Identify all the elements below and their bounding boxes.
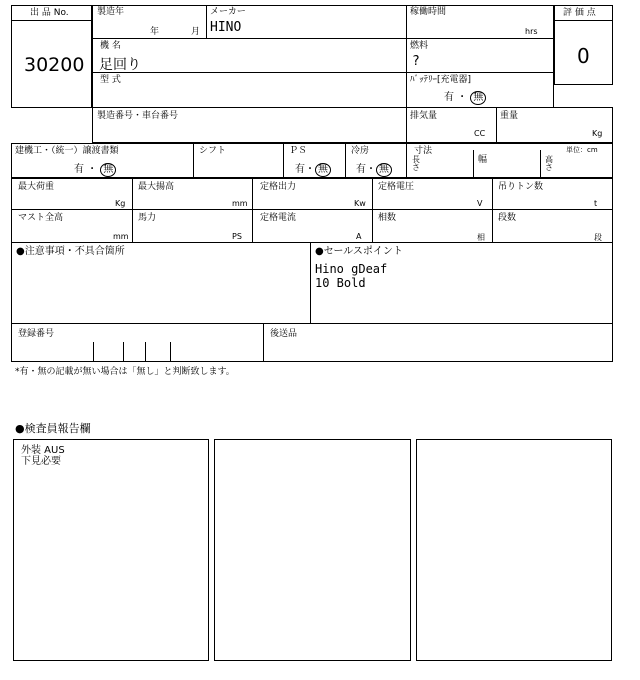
max-load-label: 最大荷重: [18, 182, 55, 192]
ac-no-circled: 無: [376, 163, 392, 177]
battery-choice: 有 ・ 無: [444, 88, 486, 105]
inspector-box-2: [214, 439, 411, 661]
inspector-box-1-text: 外装 AUS 下見必要: [21, 445, 65, 467]
rated-output-unit: Kw: [354, 199, 366, 208]
specs-row-2: [11, 209, 613, 243]
ps-yes: 有: [295, 164, 305, 175]
eval-score: 0: [577, 44, 590, 68]
hp-unit: PS: [232, 232, 242, 241]
ac-label: 冷房: [351, 146, 370, 156]
sales-label: ●セールスポイント: [315, 246, 403, 257]
type-label: 型 式: [100, 75, 121, 85]
ac-yes: 有: [356, 164, 366, 175]
ps-no-circled: 無: [315, 163, 331, 177]
height-label: 高 さ: [545, 155, 553, 172]
dim-unit: 単位：cm: [566, 146, 598, 154]
model-name-value: 足回り: [99, 57, 141, 73]
battery-label: ﾊﾞｯﾃﾘｰ[充電器]: [410, 75, 472, 85]
eval-box: [554, 5, 613, 85]
ps-label: ＰＳ: [289, 146, 308, 156]
inspector-box-1: [13, 439, 209, 661]
maker-value: HINO: [210, 20, 242, 35]
max-lift-unit: mm: [232, 199, 248, 208]
mast-unit: mm: [113, 232, 129, 241]
rated-current-unit: A: [356, 232, 362, 241]
lot-no-box: [11, 5, 92, 108]
steps-label: 段数: [498, 213, 517, 223]
cert-yes: 有: [74, 164, 84, 175]
serial-label: 製造番号・車台番号: [97, 111, 179, 121]
fuel-value: ?: [412, 54, 420, 69]
reg-row: [11, 323, 613, 362]
cert-label: 建機工・（統一）譲渡書類: [15, 146, 119, 156]
inspector-box-3: [416, 439, 612, 661]
mast-label: マスト全高: [18, 213, 64, 223]
lot-no-value: 30200: [24, 54, 85, 76]
length-label: 長 さ: [412, 155, 420, 172]
reg-label: 登録番号: [18, 329, 55, 339]
displacement-unit: CC: [474, 129, 486, 138]
footnote: *有・無の記載が無い場合は「無し」と判断致します。: [15, 367, 235, 377]
width-label: 幅: [478, 155, 488, 165]
shift-label: シフト: [199, 146, 227, 156]
crane-label: 吊りトン数: [498, 182, 544, 192]
weight-unit: Kg: [592, 129, 603, 138]
sales-text: Hino gDeaf 10 Bold: [315, 262, 388, 290]
inspector-title: ●検査員報告欄: [15, 422, 91, 435]
rated-current-label: 定格電流: [260, 213, 297, 223]
lot-no-label: 出 品 No.: [30, 8, 69, 18]
fuel-label: 燃料: [410, 41, 429, 51]
max-lift-label: 最大揚高: [138, 182, 175, 192]
rated-voltage-label: 定格電圧: [378, 182, 415, 192]
year-unit: 年: [150, 27, 160, 37]
rated-output-label: 定格出力: [260, 182, 297, 192]
eval-label: 評 価 点: [563, 8, 596, 18]
phase-label: 相数: [378, 213, 397, 223]
hours-unit: hrs: [525, 27, 538, 36]
weight-label: 重量: [500, 111, 519, 121]
max-load-unit: Kg: [115, 199, 126, 208]
dim-label: 寸法: [414, 146, 433, 156]
maker-label: メーカー: [210, 7, 246, 17]
hours-label: 稼働時間: [410, 7, 447, 17]
shipping-label: 後送品: [270, 329, 298, 339]
steps-unit: 段: [594, 233, 602, 242]
displacement-label: 排気量: [410, 111, 438, 121]
crane-unit: t: [594, 199, 598, 208]
hp-label: 馬力: [138, 213, 157, 223]
cert-no-circled: 無: [100, 163, 116, 177]
battery-yes: 有: [444, 92, 454, 103]
defects-label: ●注意事項・不具合箇所: [16, 246, 125, 257]
rated-voltage-unit: V: [477, 199, 483, 208]
ps-choice: 有・ 無: [295, 160, 331, 177]
phase-unit: 相: [477, 233, 485, 242]
cert-choice: 有 ・ 無: [74, 160, 116, 177]
year-label: 製造年: [97, 7, 125, 17]
month-unit: 月: [191, 27, 201, 37]
battery-no-circled: 無: [470, 91, 486, 105]
ac-choice: 有・ 無: [356, 160, 392, 177]
model-name-label: 機 名: [100, 41, 121, 51]
